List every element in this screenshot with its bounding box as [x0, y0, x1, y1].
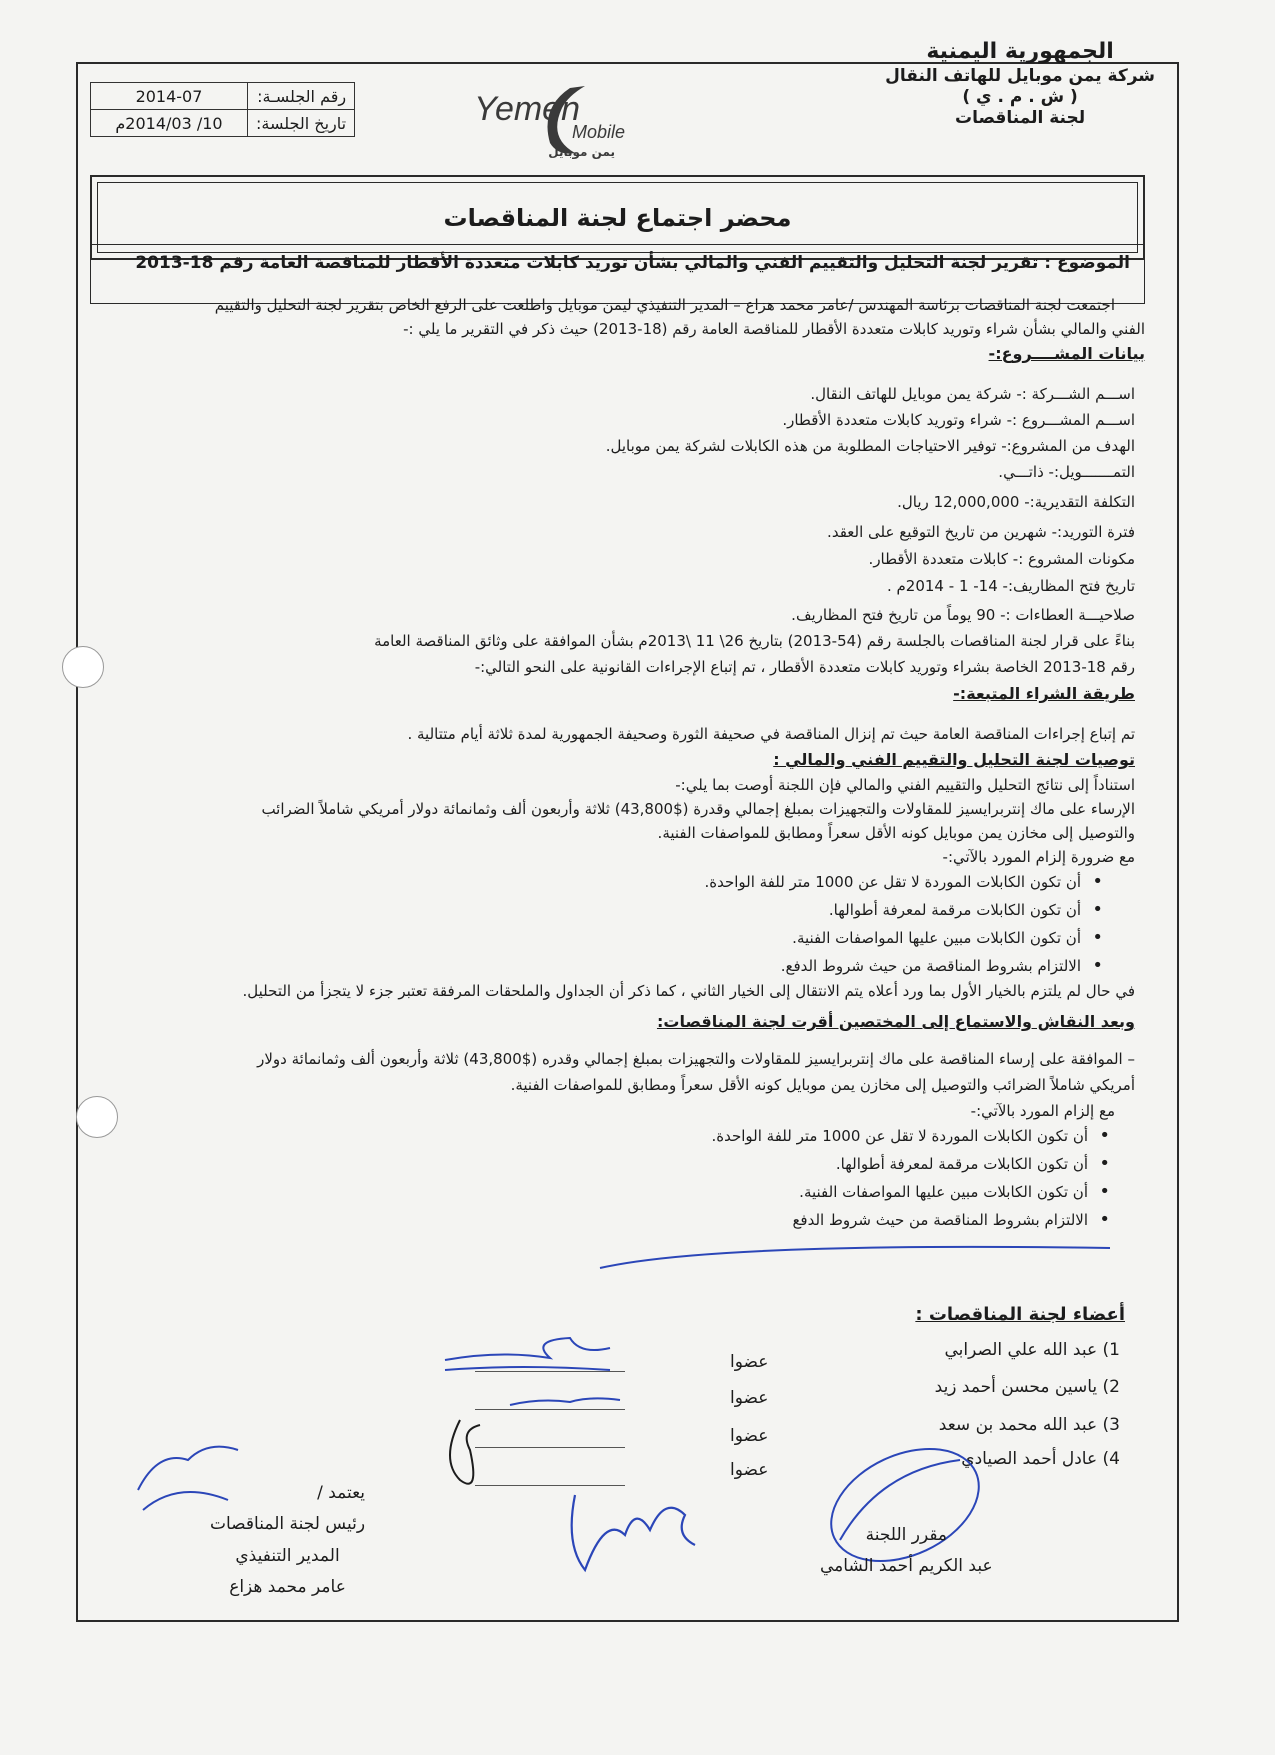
- punch-hole: [62, 646, 104, 688]
- rapporteur-label: مقرر اللجنة: [865, 1525, 948, 1545]
- project-line: فترة التوريد:- شهرين من تاريخ التوقيع على العقد.: [827, 523, 1135, 541]
- approval-name: عامر محمد هزاع: [229, 1577, 346, 1598]
- member-role: عضوا: [730, 1460, 769, 1480]
- member-name: 3) عبد الله محمد بن سعد: [938, 1415, 1120, 1435]
- session-date-label: تاريخ الجلسة:: [248, 110, 355, 137]
- logo-text-ar: يمن موبايل: [548, 145, 615, 159]
- list-item: • أن تكون الكابلات مبين عليها المواصفات الفنية.: [711, 1178, 1110, 1206]
- project-line: الهدف من المشروع:- توفير الاحتياجات المطلوبة من هذه الكابلات لشركة يمن موبايل.: [605, 437, 1135, 455]
- member-signature: [555, 1475, 715, 1585]
- method-line: تم إتباع إجراءات المناقصة العامة حيث تم إنزال المناقصة في صحيفة الثورة وصحيفة الجمهورية لمدة ثلاثة أيام متتالية .: [407, 725, 1135, 743]
- approved-line: أمريكي شاملاً الضرائب والتوصيل إلى مخازن يمن موبايل كونه الأقل سعراً ومطابق للمواصفات الفنية.: [510, 1076, 1135, 1094]
- project-line: التكلفة التقديرية:- 12,000,000 ريال.: [897, 493, 1135, 511]
- project-line: صلاحيـــة العطاءات :- 90 يوماً من تاريخ فتح المظاريف.: [791, 606, 1135, 624]
- session-info-table: [90, 82, 355, 137]
- project-line: مكونات المشروع :- كابلات متعددة الأقطار.: [868, 550, 1135, 568]
- approval-title-2: المدير التنفيذي: [235, 1545, 340, 1566]
- session-no-label: رقم الجلسـة:: [248, 83, 355, 110]
- logo-text-en: Yemen: [474, 90, 580, 128]
- members-heading: أعضاء لجنة المناقصات :: [915, 1304, 1125, 1325]
- project-line: اســـم الشـــركة :- شركة يمن موبايل للهاتف النقال.: [810, 385, 1135, 403]
- list-item: • الالتزام بشروط المناقصة من حيث شروط الدفع.: [704, 952, 1103, 980]
- logo-text-en2: Mobile: [571, 122, 625, 142]
- document-title: محضر اجتماع لجنة المناقصات: [97, 182, 1138, 253]
- list-item: • الالتزام بشروط المناقصة من حيث شروط الدفع: [711, 1206, 1110, 1234]
- yemen-mobile-logo: [474, 68, 720, 159]
- approval-block: [210, 1478, 365, 1604]
- recommend-line: مع ضرورة إلزام المورد بالآتي:-: [942, 848, 1135, 866]
- method-heading: طريقة الشراء المتبعة:-: [953, 684, 1135, 703]
- project-line: اســـم المشـــروع :- شراء وتوريد كابلات متعددة الأقطار.: [782, 411, 1135, 429]
- fallback-line: في حال لم يلتزم بالخيار الأول بما ورد أعلاه يتم الانتقال إلى الخيار الثاني ، كما ذكر أن الجداول والملحقات المرفقة تعتبر جزء لا يتجزأ من التحليل.: [242, 982, 1135, 1000]
- project-heading: بيانات المشــــروع:-: [988, 344, 1145, 363]
- company-abbr: ( ش . م . ي ): [962, 86, 1078, 107]
- session-date-value: 10/ 2014/03م: [91, 110, 248, 137]
- member-name: 2) ياسين محسن أحمد زيد: [934, 1377, 1120, 1397]
- rapporteur-name: عبد الكريم أحمد الشامي: [820, 1555, 993, 1576]
- recommend-line: والتوصيل إلى مخازن يمن موبايل كونه الأقل سعراً ومطابق للمواصفات الفنية.: [657, 824, 1135, 842]
- member-name: 1) عبد الله علي الصرابي: [944, 1340, 1120, 1360]
- recommend-heading: توصيات لجنة التحليل والتقييم الفني والمالي :: [773, 750, 1135, 769]
- approval-label: يعتمد /: [317, 1483, 366, 1503]
- conditions-list: [704, 868, 1103, 980]
- list-item: • أن تكون الكابلات مرقمة لمعرفة أطوالها.: [711, 1150, 1110, 1178]
- intro-line: اجتمعت لجنة المناقصات برئاسة المهندس /عامر محمد هزاع – المدير التنفيذي ليمن موبايل واطلعت على الرفع الخاص بتقرير لجنة التحليل والتقييم: [214, 296, 1115, 314]
- project-line: تاريخ فتح المظاريف:- 14- 1 - 2014م .: [886, 577, 1135, 595]
- list-item: • أن تكون الكابلات مرقمة لمعرفة أطوالها.: [704, 896, 1103, 924]
- session-row: [91, 110, 355, 137]
- list-item: • أن تكون الكابلات مبين عليها المواصفات الفنية.: [704, 924, 1103, 952]
- member-role: عضوا: [730, 1352, 769, 1372]
- intro-line: الفني والمالي بشأن شراء وتوريد كابلات متعددة الأقطار للمناقصة العامة رقم (18-2013) حيث ذكر في التقرير ما يلي :-: [403, 320, 1145, 338]
- recommend-line: استناداً إلى نتائج التحليل والتقييم الفني والمالي فإن اللجنة أوصت بما يلي:-: [675, 776, 1135, 794]
- rapporteur-block: [820, 1520, 993, 1581]
- member-role: عضوا: [730, 1388, 769, 1408]
- member-role: عضوا: [730, 1426, 769, 1446]
- decision-line: بناءً على قرار لجنة المناقصات بالجلسة رقم (54-2013) بتاريخ 26\ 11 \2013م بشأن الموافقة على وثائق المناقصة العامة: [374, 632, 1135, 650]
- subject-line: الموضوع : تقرير لجنة التحليل والتقييم الفني والمالي بشأن توريد كابلات متعددة الأقطار للمناقصة العامة رقم 18-2013: [135, 253, 1130, 273]
- approved-line: – الموافقة على إرساء المناقصة على ماك إنتربرايسيز للمقاولات والتجهيزات بمبلغ إجمالي وقدره ($43,800) ثلاثة وأربعون ألف وثمانمائة دولار: [257, 1050, 1135, 1068]
- member-name: 4) عادل أحمد الصيادي: [961, 1449, 1120, 1469]
- list-item: • أن تكون الكابلات الموردة لا تقل عن 1000 متر للفة الواحدة.: [711, 1122, 1110, 1150]
- session-row: [91, 83, 355, 110]
- decision-line: رقم 18-2013 الخاصة بشراء وتوريد كابلات متعددة الأقطار ، تم إتباع الإجراءات القانونية على النحو التالي:-: [474, 658, 1135, 676]
- approved-line: مع إلزام المورد بالآتي:-: [970, 1102, 1115, 1120]
- republic-name: الجمهورية اليمنية: [926, 39, 1114, 64]
- session-no-value: 2014-07: [91, 83, 248, 110]
- approval-title-1: رئيس لجنة المناقصات: [210, 1514, 366, 1535]
- pen-stroke: [595, 1236, 1115, 1276]
- recommend-line: الإرساء على ماك إنتربرايسيز للمقاولات والتجهيزات بمبلغ إجمالي وقدرة ($43,800) ثلاثة وأربعون ألف وثمانمائة دولار أمريكي شاملاً الضرائب: [261, 800, 1135, 818]
- approved-heading: وبعد النقاش والاستماع إلى المختصين أقرت لجنة المناقصات:: [656, 1012, 1135, 1031]
- list-item: • أن تكون الكابلات الموردة لا تقل عن 1000 متر للفة الواحدة.: [704, 868, 1103, 896]
- punch-hole: [76, 1096, 118, 1138]
- company-name: شركة يمن موبايل للهاتف النقال: [885, 65, 1155, 86]
- committee-name: لجنة المناقصات: [955, 108, 1086, 128]
- project-line: التمـــــــويل:- ذاتـــي.: [998, 463, 1135, 481]
- letterhead: [885, 38, 1155, 129]
- conditions-list-2: [711, 1122, 1110, 1234]
